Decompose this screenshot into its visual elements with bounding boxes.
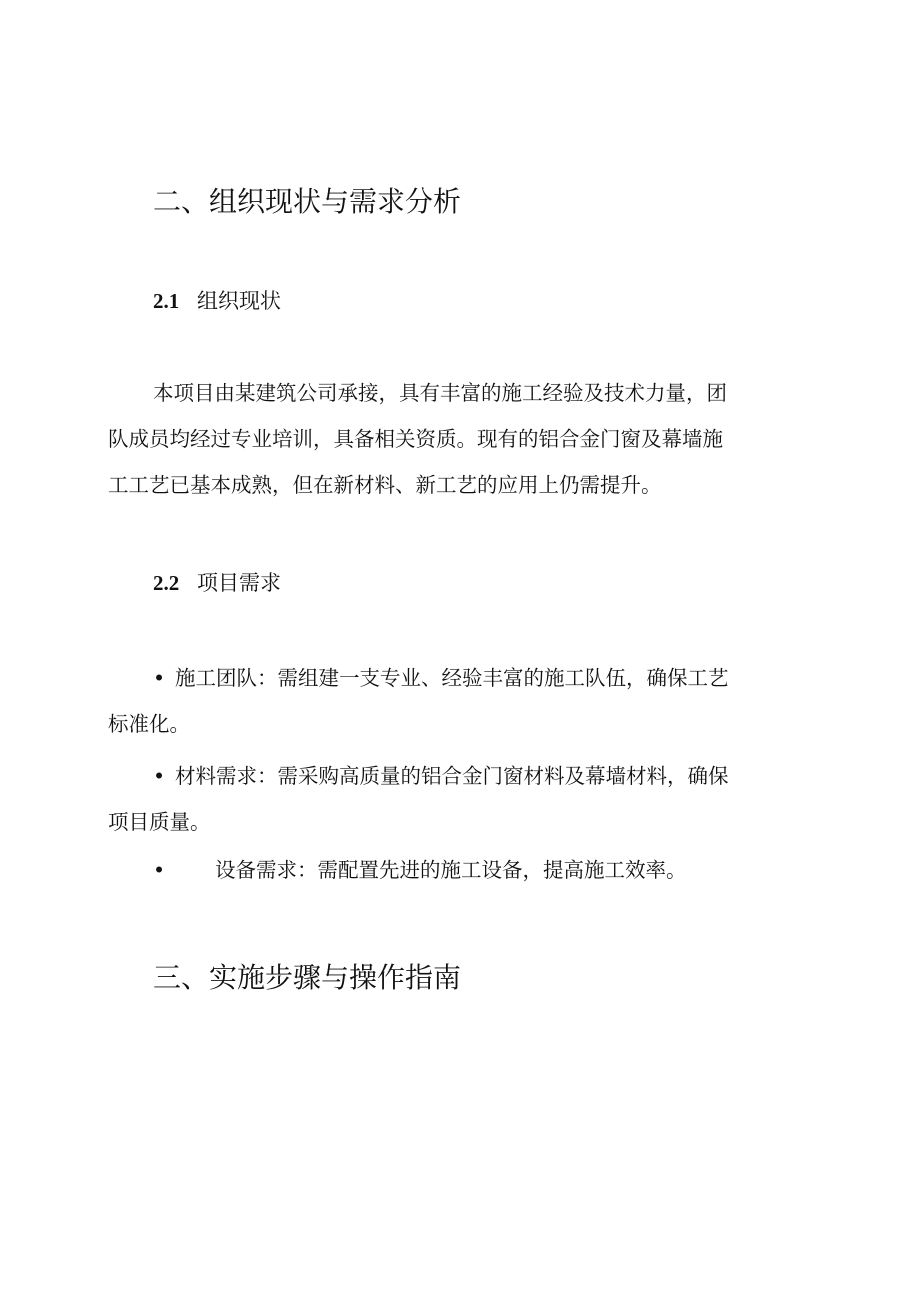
list-item xyxy=(108,847,808,893)
list-item xyxy=(108,753,808,845)
list-item-text: 设备需求：需配置先进的施工设备，提高施工效率。 xyxy=(215,858,687,882)
subsection-title: 组织现状 xyxy=(197,289,281,313)
org-status-paragraph xyxy=(108,370,808,508)
paragraph-line xyxy=(108,370,808,416)
bullet-marker: • xyxy=(153,858,166,882)
list-item-line: 项目质量。 xyxy=(108,810,211,834)
paragraph-line-text: 本项目由某建筑公司承接，具有丰富的施工经验及技术力量，团 xyxy=(153,381,727,405)
list-item-text: 材料需求：需采购高质量的铝合金门窗材料及幕墙材料，确保 xyxy=(175,764,729,788)
subsection-number: 2.2 xyxy=(153,571,180,595)
subsection-number: 2.1 xyxy=(153,289,180,313)
subsection-2-1-heading xyxy=(153,285,281,317)
list-item-line: 标准化。 xyxy=(108,712,190,736)
paragraph-line: 工工艺已基本成熟，但在新材料、新工艺的应用上仍需提升。 xyxy=(108,473,662,497)
list-item-line xyxy=(108,655,808,701)
list-item-line xyxy=(108,753,808,799)
bullet-marker: • xyxy=(153,666,166,690)
list-item xyxy=(108,655,808,747)
bullet-marker: • xyxy=(153,764,166,788)
section-2-heading: 二、组织现状与需求分析 xyxy=(153,185,462,218)
list-item-text: 施工团队：需组建一支专业、经验丰富的施工队伍，确保工艺 xyxy=(175,666,729,690)
subsection-2-2-heading xyxy=(153,567,281,599)
subsection-title: 项目需求 xyxy=(197,571,281,595)
section-3-heading: 三、实施步骤与操作指南 xyxy=(153,961,462,994)
paragraph-line: 队成员均经过专业培训，具备相关资质。现有的铝合金门窗及幕墙施 xyxy=(108,427,723,451)
list-item-line xyxy=(108,847,808,893)
